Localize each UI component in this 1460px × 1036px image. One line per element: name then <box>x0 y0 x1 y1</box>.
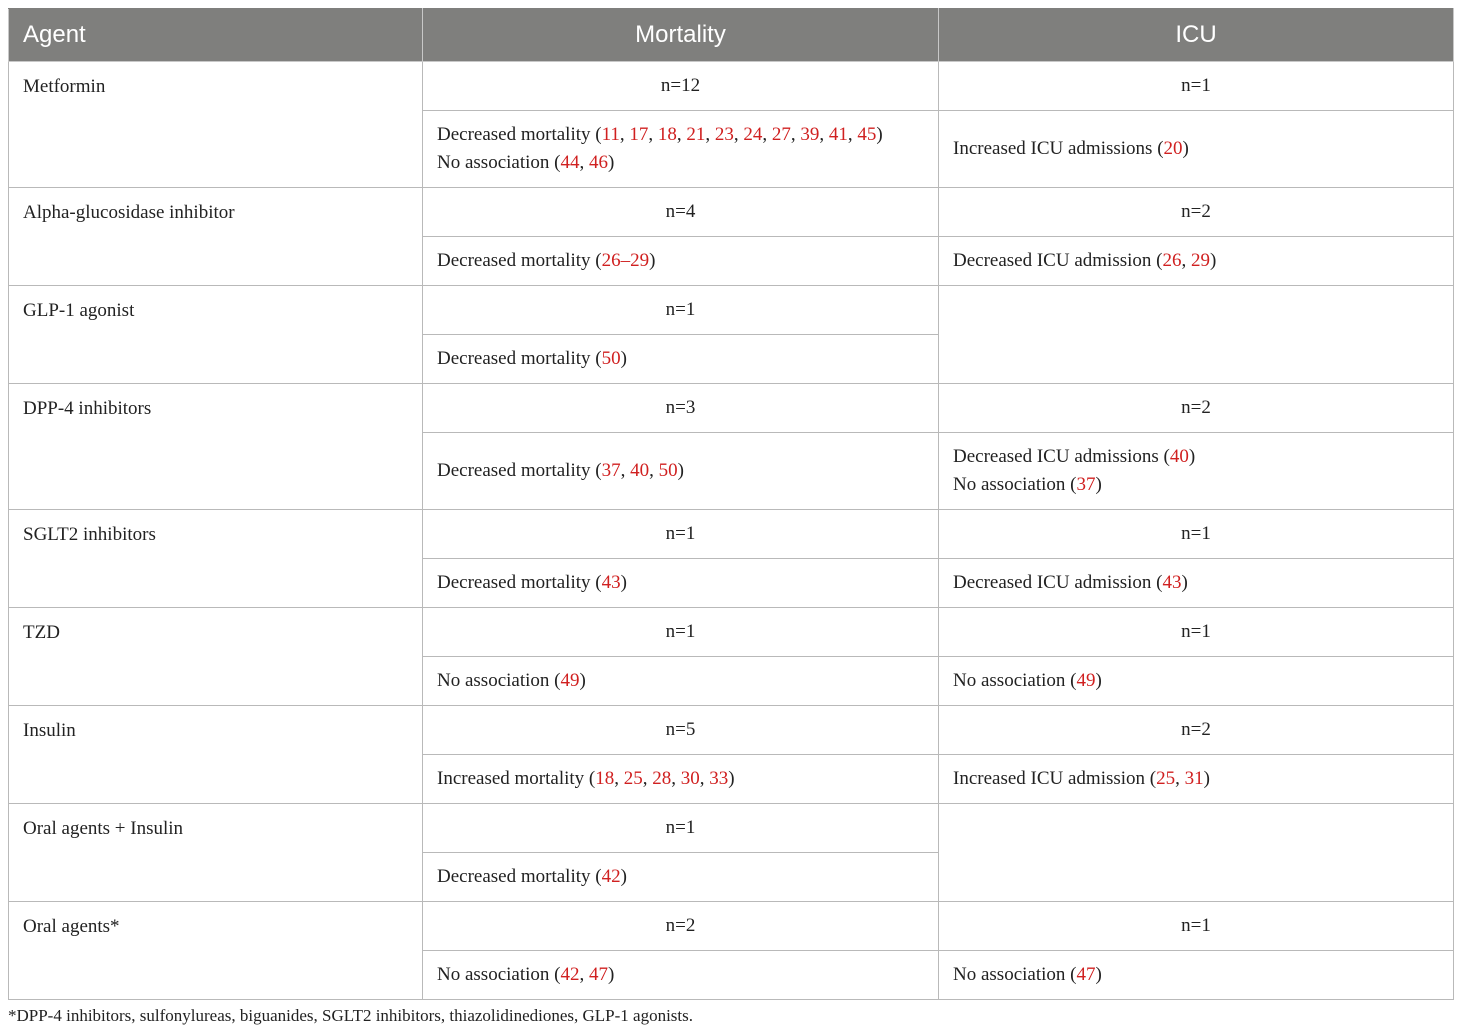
reference-link[interactable]: 11 <box>601 124 620 145</box>
mortality-count: n=4 <box>423 188 939 237</box>
finding-text: Increased ICU admissions ( <box>953 138 1164 159</box>
icu-count: n=2 <box>939 188 1454 237</box>
finding-line <box>953 443 1439 471</box>
reference-link[interactable]: 18 <box>595 768 615 789</box>
mortality-findings <box>423 335 939 384</box>
finding-text: Decreased mortality ( <box>437 250 602 271</box>
finding-text: , <box>579 964 589 985</box>
finding-text: ) <box>620 866 627 887</box>
mortality-findings <box>423 853 939 902</box>
finding-text: , <box>619 124 630 145</box>
reference-link[interactable]: 21 <box>686 124 706 145</box>
reference-link[interactable]: 24 <box>743 124 763 145</box>
reference-link[interactable]: 39 <box>800 124 820 145</box>
finding-text: No association ( <box>953 670 1077 691</box>
icu-count <box>939 286 1454 384</box>
reference-link[interactable]: 50 <box>658 460 678 481</box>
agent-cell: Oral agents* <box>9 902 423 1000</box>
mortality-count: n=1 <box>423 804 939 853</box>
finding-text: ) <box>728 768 735 789</box>
finding-text: , <box>790 124 801 145</box>
icu-count: n=1 <box>939 608 1454 657</box>
table-row <box>9 902 1454 951</box>
header-agent: Agent <box>9 9 423 62</box>
finding-line <box>437 121 924 149</box>
reference-link[interactable]: 42 <box>601 866 621 887</box>
reference-link[interactable]: 37 <box>601 460 621 481</box>
footnote: *DPP-4 inhibitors, sulfonylureas, biguanides, SGLT2 inhibitors, thiazolidinediones, GLP-1 agonists. <box>8 1006 694 1025</box>
mortality-count: n=1 <box>423 608 939 657</box>
finding-text: , <box>642 768 653 789</box>
finding-text: , <box>649 460 659 481</box>
finding-text: ) <box>876 124 883 145</box>
finding-text: No association ( <box>953 964 1077 985</box>
table-row <box>9 384 1454 433</box>
reference-link[interactable]: 40 <box>630 460 650 481</box>
icu-findings <box>939 237 1454 286</box>
finding-line <box>953 961 1439 989</box>
finding-text: , <box>614 768 624 789</box>
results-table <box>8 8 1454 1000</box>
icu-count: n=2 <box>939 384 1454 433</box>
finding-text: , <box>620 460 631 481</box>
table-row <box>9 706 1454 755</box>
finding-text: , <box>1181 250 1191 271</box>
reference-link[interactable]: 42 <box>560 964 580 985</box>
reference-link[interactable]: 18 <box>657 124 677 145</box>
finding-text: ) <box>1095 474 1102 495</box>
agent-cell: GLP-1 agonist <box>9 286 423 384</box>
finding-text: Decreased ICU admission ( <box>953 572 1163 593</box>
reference-link[interactable]: 33 <box>709 768 729 789</box>
finding-text: ) <box>1203 768 1210 789</box>
finding-text: No association ( <box>437 670 561 691</box>
icu-findings <box>939 433 1454 510</box>
reference-link[interactable]: 20 <box>1163 138 1183 159</box>
header-row <box>9 9 1454 62</box>
reference-link[interactable]: 47 <box>588 964 608 985</box>
finding-text: , <box>699 768 710 789</box>
finding-text: , <box>705 124 715 145</box>
header-icu: ICU <box>939 9 1454 62</box>
icu-findings <box>939 559 1454 608</box>
finding-text: ) <box>649 250 656 271</box>
finding-text: ) <box>620 572 627 593</box>
reference-link[interactable]: 29 <box>1190 250 1210 271</box>
finding-line <box>953 135 1439 163</box>
finding-line <box>437 765 924 793</box>
finding-line <box>953 471 1439 499</box>
table-row <box>9 62 1454 111</box>
finding-text: ) <box>607 964 615 985</box>
finding-text: , <box>1175 768 1185 789</box>
finding-line <box>953 765 1439 793</box>
finding-text: No association ( <box>437 152 561 173</box>
finding-text: ) <box>1188 446 1196 467</box>
reference-link[interactable]: 41 <box>828 124 848 145</box>
reference-link[interactable]: 27 <box>771 124 791 145</box>
reference-link[interactable]: 43 <box>601 572 621 593</box>
table-row <box>9 804 1454 853</box>
reference-link[interactable]: 40 <box>1169 446 1189 467</box>
reference-link[interactable]: 30 <box>680 768 700 789</box>
finding-text: Decreased mortality ( <box>437 572 602 593</box>
agent-cell: SGLT2 inhibitors <box>9 510 423 608</box>
finding-text: Decreased mortality ( <box>437 348 602 369</box>
table-row <box>9 286 1454 335</box>
finding-text: , <box>579 152 589 173</box>
finding-text: ) <box>1095 964 1102 985</box>
reference-link[interactable]: 44 <box>560 152 580 173</box>
finding-text: ) <box>1181 572 1188 593</box>
icu-findings <box>939 111 1454 188</box>
finding-text: No association ( <box>437 964 561 985</box>
table-body <box>9 62 1454 1000</box>
finding-line <box>953 247 1439 275</box>
agent-cell: Alpha-glucosidase inhibitor <box>9 188 423 286</box>
mortality-findings <box>423 237 939 286</box>
icu-findings <box>939 657 1454 706</box>
icu-count: n=1 <box>939 62 1454 111</box>
mortality-count: n=12 <box>423 62 939 111</box>
reference-link[interactable]: 25 <box>623 768 643 789</box>
icu-findings <box>939 951 1454 1000</box>
header-mortality: Mortality <box>423 9 939 62</box>
mortality-findings <box>423 951 939 1000</box>
reference-link[interactable]: 45 <box>857 124 877 145</box>
mortality-findings <box>423 111 939 188</box>
finding-line <box>953 569 1439 597</box>
agent-cell: Oral agents + Insulin <box>9 804 423 902</box>
mortality-findings <box>423 433 939 510</box>
icu-count <box>939 804 1454 902</box>
table-row <box>9 188 1454 237</box>
table-row <box>9 510 1454 559</box>
reference-link[interactable]: 47 <box>1076 964 1096 985</box>
finding-line <box>437 667 924 695</box>
icu-findings <box>939 755 1454 804</box>
reference-link[interactable]: 28 <box>652 768 672 789</box>
mortality-count: n=3 <box>423 384 939 433</box>
icu-count: n=1 <box>939 902 1454 951</box>
finding-text: Decreased mortality ( <box>437 866 602 887</box>
reference-link[interactable]: 31 <box>1184 768 1204 789</box>
finding-text: ) <box>1209 250 1217 271</box>
mortality-count: n=1 <box>423 510 939 559</box>
mortality-findings <box>423 559 939 608</box>
reference-link[interactable]: 50 <box>601 348 621 369</box>
finding-line <box>437 961 924 989</box>
mortality-count: n=1 <box>423 286 939 335</box>
finding-text: Decreased mortality ( <box>437 124 602 145</box>
reference-link[interactable]: 26 <box>1162 250 1182 271</box>
agent-cell: Insulin <box>9 706 423 804</box>
reference-link[interactable]: 25 <box>1156 768 1176 789</box>
mortality-findings <box>423 755 939 804</box>
reference-link[interactable]: 46 <box>588 152 608 173</box>
finding-text: ) <box>1182 138 1189 159</box>
finding-text: ) <box>607 152 615 173</box>
finding-text: ) <box>579 670 586 691</box>
finding-text: Increased mortality ( <box>437 768 596 789</box>
agent-cell: TZD <box>9 608 423 706</box>
finding-line <box>437 457 924 485</box>
finding-text: Decreased mortality ( <box>437 460 602 481</box>
finding-text: ) <box>677 460 684 481</box>
finding-line <box>437 863 924 891</box>
finding-text: No association ( <box>953 474 1077 495</box>
reference-link[interactable]: 23 <box>714 124 734 145</box>
finding-text: , <box>819 124 829 145</box>
finding-line <box>437 149 924 177</box>
finding-text: ) <box>1095 670 1102 691</box>
agent-cell: Metformin <box>9 62 423 188</box>
icu-count: n=2 <box>939 706 1454 755</box>
reference-link[interactable]: 43 <box>1162 572 1182 593</box>
finding-text: , <box>648 124 658 145</box>
finding-text: , <box>762 124 772 145</box>
finding-text: ) <box>620 348 627 369</box>
finding-line <box>437 569 924 597</box>
finding-text: , <box>676 124 687 145</box>
finding-text: Increased ICU admission ( <box>953 768 1157 789</box>
reference-link[interactable]: 49 <box>560 670 580 691</box>
agent-cell: DPP-4 inhibitors <box>9 384 423 510</box>
finding-text: , <box>847 124 858 145</box>
mortality-findings <box>423 657 939 706</box>
icu-count: n=1 <box>939 510 1454 559</box>
finding-text: , <box>733 124 744 145</box>
finding-text: Decreased ICU admissions ( <box>953 446 1170 467</box>
finding-line <box>953 667 1439 695</box>
reference-link[interactable]: 17 <box>629 124 649 145</box>
reference-link[interactable]: 49 <box>1076 670 1096 691</box>
finding-line <box>437 345 924 373</box>
finding-text: , <box>671 768 681 789</box>
table-row <box>9 608 1454 657</box>
finding-line <box>437 247 924 275</box>
mortality-count: n=5 <box>423 706 939 755</box>
reference-link[interactable]: 26–29 <box>601 250 650 271</box>
finding-text: Decreased ICU admission ( <box>953 250 1163 271</box>
mortality-count: n=2 <box>423 902 939 951</box>
reference-link[interactable]: 37 <box>1076 474 1096 495</box>
